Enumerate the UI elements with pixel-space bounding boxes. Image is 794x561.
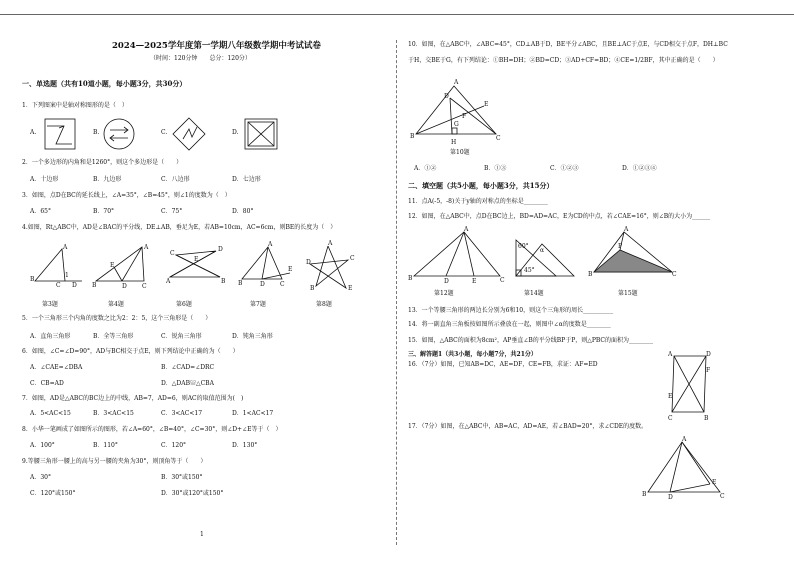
svg-text:A: A [268, 241, 273, 248]
svg-text:E: E [668, 393, 673, 400]
svg-text:D: D [444, 93, 449, 100]
q6-option-a: A．∠CAE=∠DBA [30, 364, 83, 371]
q8-option-d: D．130° [232, 442, 258, 449]
page-number: 1 [200, 531, 204, 538]
svg-text:A: A [682, 436, 687, 443]
svg-text:A: A [328, 240, 333, 247]
svg-text:B: B [642, 491, 647, 498]
q1-figure-c [172, 117, 206, 151]
q7-option-d: D．1<AC<17 [232, 410, 274, 417]
svg-text:D: D [706, 351, 711, 358]
svg-text:B: B [30, 276, 35, 283]
q1-figure-d [244, 118, 278, 150]
q10-stem-line1: 10．如图，在△ABC中，∠ABC=45°，CD⊥AB于D，BE平分∠ABC，且BE⊥AC于点E，与CD相交于点F，DH⊥BC [408, 41, 728, 48]
q3-option-c: C．75° [161, 208, 183, 215]
svg-text:D: D [668, 494, 673, 501]
q2-option-d: D．七边形 [232, 176, 261, 183]
figure-q8 [306, 242, 360, 292]
q7-option-a: A．5<AC<15 [30, 410, 71, 417]
svg-text:H: H [451, 139, 457, 146]
svg-text:D: D [260, 281, 265, 288]
q9-option-a: A．30° [30, 474, 51, 481]
q8-option-a: A．100° [30, 442, 55, 449]
q6-option-c: C．CB=AD [30, 380, 64, 387]
q11-stem: 11．点A(-5，-8)关于y轴的对称点的坐标是________ [408, 198, 548, 205]
q16-stem: 16．（7分）如图，已知AB=DC，AE=DF，CE=FB，求证：AF=ED [408, 361, 598, 368]
exam-title: 2024—2025学年度第一学期八年级数学期中考试试卷 [112, 41, 321, 51]
svg-text:A: A [63, 244, 68, 251]
svg-text:C: C [170, 250, 175, 257]
exam-subtitle: （时间：120分钟 总分：120分） [150, 55, 251, 62]
svg-text:B: B [221, 278, 226, 285]
q1-option-c: C. [161, 129, 168, 136]
q4-stem: 4.如图，Rt△ABC中，AD是∠BAC的平分线，DE⊥AB，垂足为E，若AB=10cm，AC=6cm，则BE的长度为（ ） [22, 224, 337, 231]
fig-caption-q12: 第12题 [434, 290, 454, 297]
svg-text:A: A [454, 79, 459, 86]
q5-option-d: D．钝角三角形 [232, 333, 273, 340]
q1-option-a: A. [30, 129, 37, 136]
q9-option-d: D．30°或120°或150° [161, 490, 224, 497]
svg-text:E: E [288, 266, 293, 273]
q3-option-b: B．70° [93, 208, 115, 215]
q1-option-b: B. [93, 129, 100, 136]
svg-text:B: B [92, 282, 97, 289]
svg-text:1: 1 [65, 272, 69, 279]
svg-text:A: A [144, 244, 149, 251]
q3-stem: 3．如图，点D在BC的延长线上，∠A=35°，∠B=45°，则∠1的度数为（ ） [22, 192, 231, 199]
q8-option-c: C．120° [161, 442, 187, 449]
q8-option-b: B．110° [93, 442, 118, 449]
figure-q3 [30, 243, 85, 288]
q10-option-c: C．①②③ [550, 165, 579, 172]
q6-stem: 6．如图，∠C=∠D=90°，AD与BC相交于点E，则下列结论中正确的为（ ） [22, 348, 239, 355]
q1-option-d: D. [232, 129, 239, 136]
q9-option-c: C．120°或150° [30, 490, 76, 497]
fig-caption-q10: 第10题 [450, 149, 470, 156]
q6-option-b: B．∠CAD=∠DRC [161, 364, 215, 371]
svg-text:F: F [706, 367, 711, 374]
q9-stem: 9.等腰三角形一腰上的高与另一腰的夹角为30°，则顶角等于（ ） [22, 458, 207, 465]
svg-text:B: B [704, 415, 709, 422]
fig-caption-q8: 第8题 [316, 301, 332, 308]
q1-stem: 1．下列图案中是轴对称图形的是（ ） [22, 102, 128, 109]
q2-stem: 2．一个多边形的内角和是1260°，则这个多边形是（ ） [22, 159, 183, 166]
figure-q7 [238, 243, 293, 288]
fig-caption-q6: 第6题 [176, 301, 192, 308]
figure-q17 [642, 438, 728, 500]
svg-text:C: C [500, 277, 505, 284]
top-rule [0, 14, 794, 15]
svg-text:B: B [238, 280, 243, 287]
q13-stem: 13．一个等腰三角形的两边长分别为6和10，则这个三角形的周长__________ [408, 307, 614, 314]
svg-text:F: F [462, 113, 467, 120]
svg-text:C: C [668, 415, 673, 422]
svg-text:C: C [280, 281, 285, 288]
q5-option-a: A．直角三角形 [30, 333, 71, 340]
q17-stem: 17．（7分）如图，在△ABC中，AB=AC，AD=AE，若∠BAD=20°，求∠CDE的度数。 [408, 423, 648, 430]
figure-q4 [92, 243, 150, 291]
q6-option-d: D．△DAB≌△CBA [161, 380, 214, 387]
q2-option-a: A．十边形 [30, 176, 59, 183]
figure-q10 [410, 76, 502, 148]
svg-text:B: B [310, 285, 315, 292]
svg-text:E: E [348, 285, 353, 292]
section-1-heading: 一、单选题（共有10道小题，每小题3分，共30分） [22, 79, 187, 88]
svg-text:A: A [668, 351, 673, 358]
q3-option-a: A．65° [30, 208, 51, 215]
q5-option-c: C．锐角三角形 [161, 333, 202, 340]
q8-stem: 8．小华一笔画成了如图所示的图形，若∠A=60°，∠B=40°，∠C=30°，则∠D+∠E等于（ ） [22, 426, 282, 433]
svg-text:B: B [408, 275, 413, 282]
fig-caption-q3: 第3题 [42, 301, 58, 308]
q2-option-b: B．九边形 [93, 176, 122, 183]
q2-option-c: C．八边形 [161, 176, 190, 183]
svg-text:G: G [454, 121, 459, 128]
q5-stem: 5．一个三角形三个内角的度数之比为2：2：5，这个三角形是（ ） [22, 315, 212, 322]
q3-option-d: D．80° [232, 208, 254, 215]
figure-q6 [166, 245, 228, 285]
svg-text:A: A [624, 226, 629, 233]
angle-alpha-label: α [540, 247, 545, 254]
svg-text:C: C [350, 255, 355, 262]
q12-stem: 12．如图，在△ABC中，点D在BC边上，BD=AD=AC，E为CD的中点，若∠CAE=16°，则∠B的大小为______ [408, 213, 711, 220]
column-divider [396, 40, 397, 545]
svg-text:E: E [110, 262, 115, 269]
fig-caption-q4: 第4题 [108, 301, 124, 308]
svg-text:C: C [672, 271, 677, 278]
q10-option-a: A．①② [414, 165, 437, 172]
q1-figure-a [44, 118, 76, 150]
svg-text:D: D [72, 282, 77, 289]
angle-45-label: 45° [524, 267, 535, 274]
figure-q15 [588, 226, 678, 282]
q1-figure-b [103, 118, 135, 150]
q14-stem: 14．将一副直角三角板按如图所示叠放在一起，则图中∠α的度数是________ [408, 321, 611, 328]
svg-text:E: E [194, 256, 199, 263]
q10-option-b: B．①③ [484, 165, 507, 172]
q10-option-d: D．①②③④ [622, 165, 657, 172]
svg-text:D: D [306, 259, 311, 266]
fig-caption-q7: 第7题 [250, 301, 266, 308]
section-3-heading: 三、解答题1（共3小题，每小题7分，共21分） [408, 351, 537, 358]
svg-text:E: E [712, 479, 717, 486]
svg-text:B: B [410, 133, 415, 140]
q15-stem: 15．如图，△ABC的面积为8cm²，AP垂直∠B的平分线BP于P，则△PBC的面积为________ [408, 337, 654, 344]
fig-caption-q14: 第14题 [524, 290, 544, 297]
q7-option-b: B．3<AC<15 [93, 410, 134, 417]
q7-stem: 7．如图，AD是△ABC的BC边上的中线，AB=7，AD=6，则AC的取值范围为( ) [22, 395, 244, 402]
q9-option-b: B．30°或150° [161, 474, 203, 481]
svg-text:A: A [464, 226, 469, 233]
q7-option-c: C．3<AC<17 [161, 410, 203, 417]
angle-60-label: 60° [518, 243, 529, 250]
svg-text:E: E [472, 278, 477, 285]
q10-stem-line2: 于H，交BE于G，有下列结论：①BH=DH；②BD=CD；③AD+CF=BD；④CE=1/2BF，其中正确的是（ ） [408, 57, 719, 64]
svg-text:D: D [122, 283, 127, 290]
section-2-heading: 二、填空题（共5小题，每小题3分，共15分） [408, 181, 554, 190]
svg-text:C: C [720, 493, 725, 500]
svg-text:C: C [496, 135, 501, 142]
svg-text:D: D [444, 278, 449, 285]
svg-text:P: P [618, 243, 623, 250]
svg-text:E: E [484, 101, 489, 108]
svg-text:C: C [56, 282, 61, 289]
svg-text:D: D [218, 246, 223, 253]
q5-option-b: B．全等三角形 [93, 333, 134, 340]
svg-text:C: C [142, 283, 147, 290]
fig-caption-q15: 第15题 [618, 290, 638, 297]
svg-text:A: A [166, 278, 171, 285]
figure-q12 [408, 228, 506, 284]
figure-q14 [512, 236, 582, 282]
svg-text:B: B [588, 271, 593, 278]
figure-q16 [666, 350, 712, 422]
